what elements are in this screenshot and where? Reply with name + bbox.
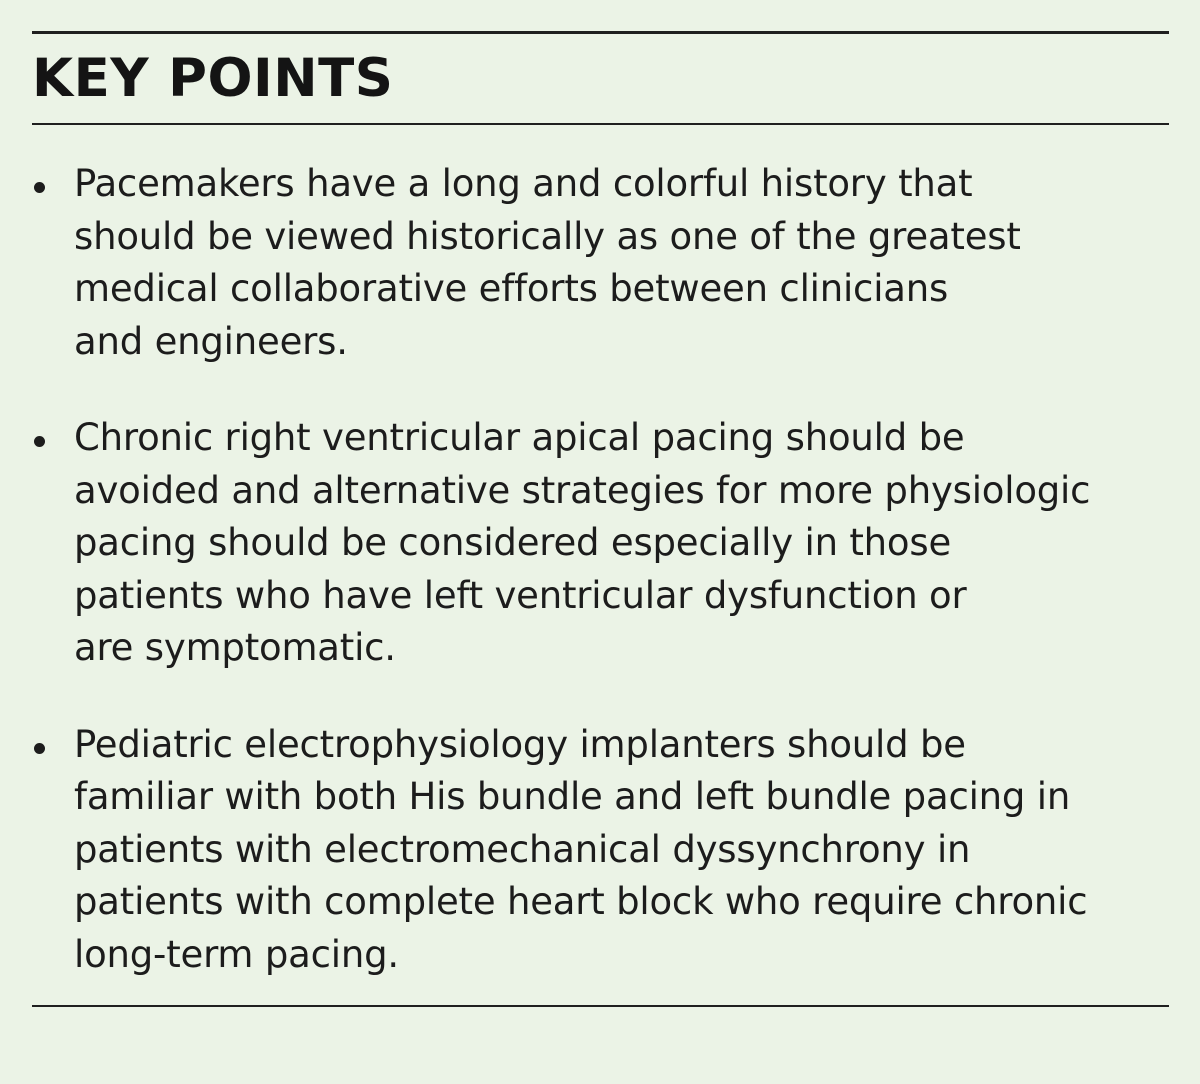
key-point-item: [32, 158, 1162, 368]
key-point-line: familiar with both His bundle and left bundle pacing in: [74, 775, 1071, 818]
key-point-line: Pacemakers have a long and colorful history that: [74, 162, 973, 205]
key-points-list: [32, 158, 1162, 1025]
key-point-line: should be viewed historically as one of the greatest: [74, 214, 1021, 258]
bullet-icon: [34, 743, 45, 754]
key-point-line: pacing should be considered especially in those: [74, 521, 952, 564]
key-point-line: patients with complete heart block who require chronic: [74, 880, 1088, 923]
key-point-line: long-term pacing.: [74, 932, 399, 976]
key-point-line: Pediatric electrophysiology implanters should be: [74, 722, 966, 766]
heading-divider: [32, 123, 1169, 125]
key-point-line: avoided and alternative strategies for more physiologic: [74, 468, 1091, 512]
key-point-line: Chronic right ventricular apical pacing should be: [74, 416, 965, 459]
key-points-heading: KEY POINTS: [32, 48, 394, 109]
key-point-line: and engineers.: [74, 319, 348, 363]
key-point-line: patients who have left ventricular dysfunction or: [74, 573, 967, 617]
bullet-icon: [34, 182, 45, 193]
key-point-item: [32, 719, 1162, 982]
top-rule: [32, 31, 1169, 34]
bullet-icon: [34, 436, 45, 447]
key-point-line: are symptomatic.: [74, 626, 396, 669]
key-point-item: [32, 412, 1162, 675]
bottom-rule: [32, 1005, 1169, 1007]
key-point-line: patients with electromechanical dyssynchrony in: [74, 827, 971, 871]
key-point-line: medical collaborative efforts between clinicians: [74, 267, 949, 310]
